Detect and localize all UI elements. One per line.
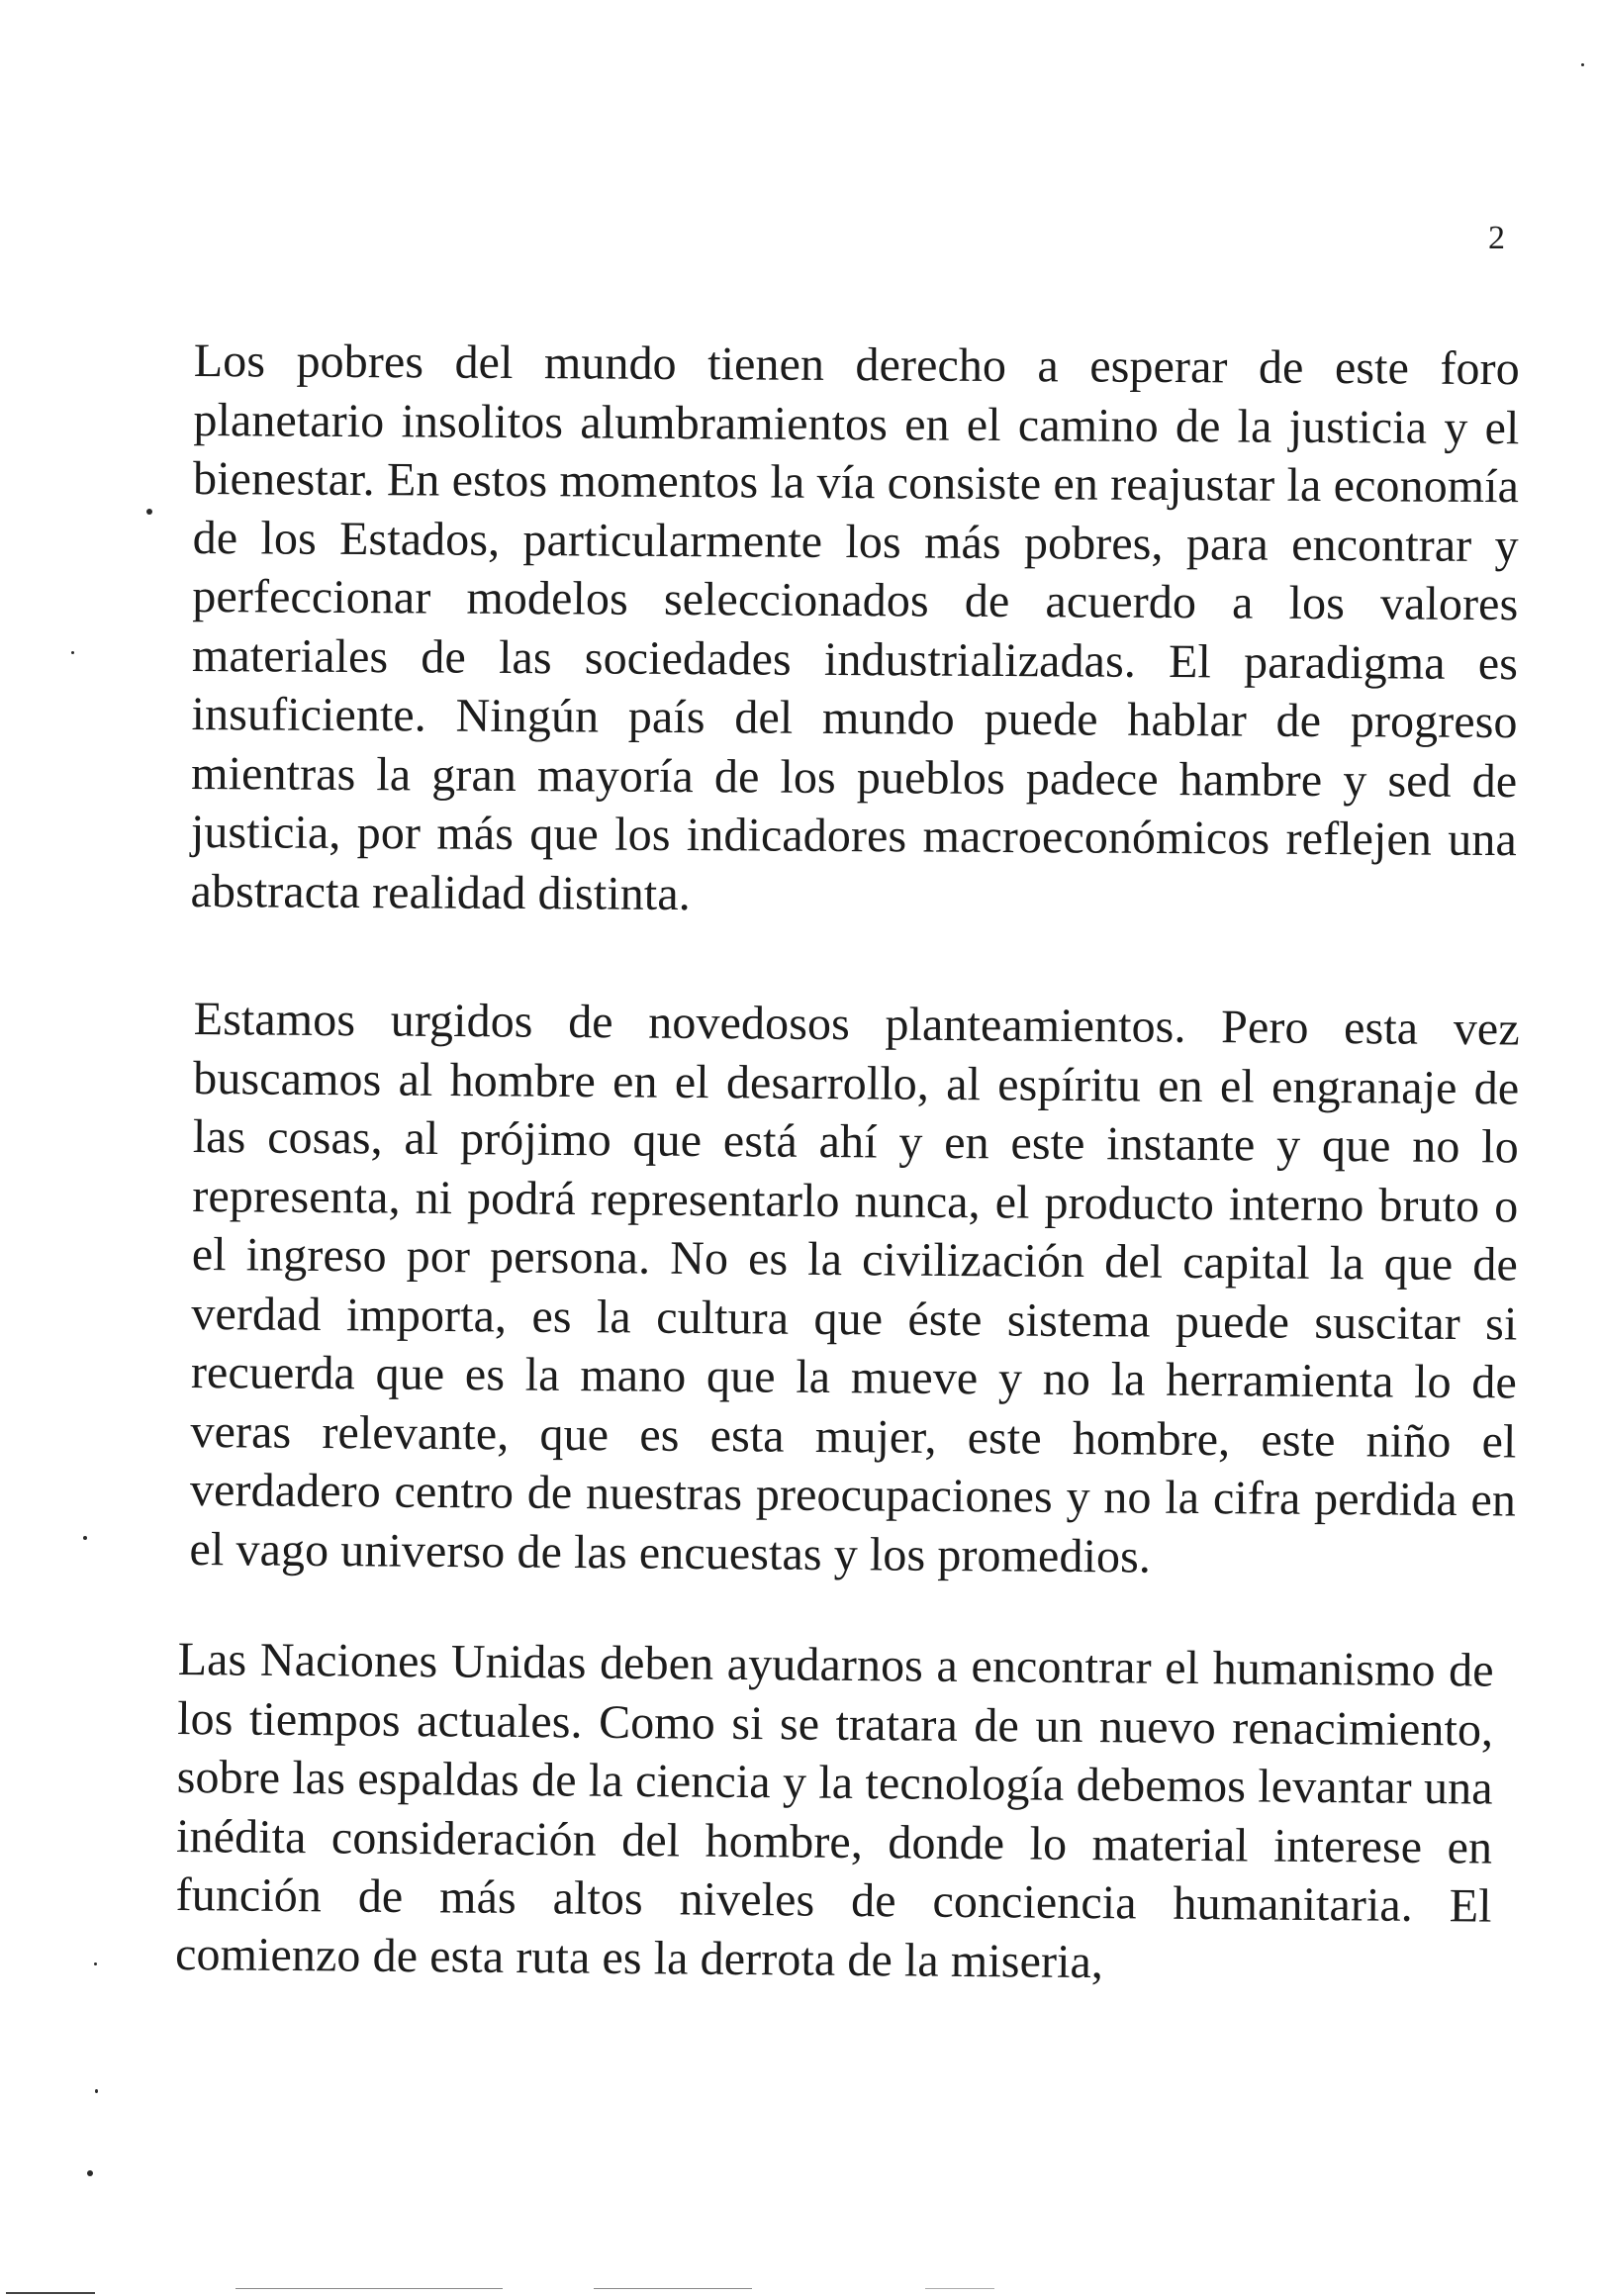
body-paragraph: Los pobres del mundo tienen derecho a esperar de este foro planetario insolitos alumbramientos en el camino de la justicia y el bienestar. En estos momentos la vía consiste en reajustar la economía de los Estados, particularmente los más pobres, para encontrar y perfeccionar modelos seleccionados de acuerdo a los valores materiales de las sociedades industrializadas. El paradigma es insuficiente. Ningún país del mundo puede hablar de progreso mientras la gran mayoría de los pueblos padece hambre y sed de justicia, por más que los indicadores macroeconómicos reflejen una abstracta realidad distinta. bbox=[190, 334, 1520, 920]
scan-speck bbox=[87, 2170, 93, 2176]
scan-speck bbox=[94, 1962, 97, 1965]
scan-speck bbox=[146, 509, 152, 515]
scan-speck bbox=[1581, 63, 1584, 66]
scan-edge-line bbox=[594, 2288, 752, 2289]
scan-edge-line bbox=[6, 2292, 95, 2294]
page-number: 2 bbox=[1488, 220, 1505, 256]
scan-edge-line bbox=[925, 2288, 994, 2289]
scan-speck bbox=[95, 2089, 98, 2093]
body-paragraph: Estamos urgidos de novedosos planteamientos. Pero esta vez buscamos al hombre en el desarrollo, al espíritu en el engranaje de las cosas, al prójimo que está ahí y en este instante y que no lo representa, ni podrá representarlo nunca, el producto interno bruto o el ingreso por persona. No es la civilización del capital la que de verdad importa, es la cultura que éste sistema puede suscitar si recuerda que es la mano que la mueve y no la herramienta lo de veras relevante, que es esta mujer, este hombre, este niño el verdadero centro de nuestras preocupaciones y no la cifra perdida en el vago universo de las encuestas y los promedios. bbox=[189, 992, 1520, 1583]
scan-speck bbox=[71, 651, 74, 654]
scan-speck bbox=[83, 1536, 87, 1540]
body-paragraph: Las Naciones Unidas deben ayudarnos a encontrar el humanismo de los tiempos actuales. Como si se tratara de un nuevo renacimiento, sobre las espaldas de la ciencia y la tecnología debemos levantar una inédita consideración del hombre, donde lo material interese en función de más altos niveles de conciencia humanitaria. El comienzo de esta ruta es la derrota de la miseria, bbox=[174, 1632, 1494, 1988]
scan-edge-line bbox=[235, 2288, 503, 2289]
